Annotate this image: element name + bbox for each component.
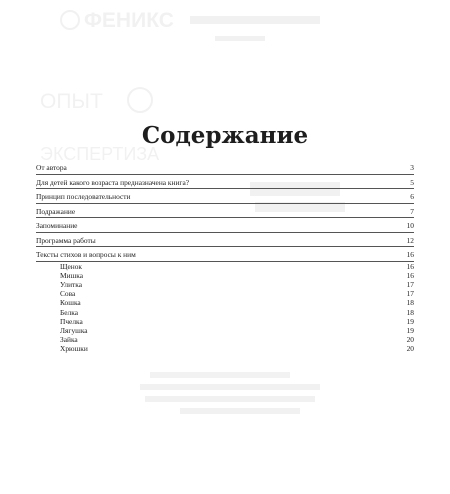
toc-subentry-title: Улитка — [60, 280, 83, 290]
toc-entry-title: Запоминание — [36, 221, 78, 230]
toc-subentry-title: Сова — [60, 289, 76, 299]
toc-subentry-page: 18 — [406, 298, 414, 308]
toc-subentry-title: Хрюшки — [60, 344, 88, 354]
toc-entry-page: 5 — [410, 177, 414, 187]
toc-subentry-page: 17 — [406, 289, 414, 299]
toc-entry-title: Тексты стихов и вопросы к ним — [36, 250, 136, 259]
toc-entry-page: 3 — [410, 163, 414, 172]
toc-subentry-page: 20 — [406, 335, 414, 345]
toc-subentry-page: 18 — [406, 307, 414, 317]
toc-subentry-page: 16 — [406, 270, 414, 280]
toc-entry-page: 6 — [410, 192, 414, 201]
toc-entry[interactable] — [36, 191, 414, 201]
svg-text:ОПЫТ: ОПЫТ — [40, 90, 103, 113]
toc-entry-title: Для детей какого возраста предназначена книга? — [36, 177, 190, 187]
toc-subentry[interactable] — [36, 335, 414, 344]
toc-entry-page: 10 — [406, 221, 414, 230]
toc-entry[interactable] — [36, 249, 414, 259]
toc-entry[interactable] — [36, 162, 414, 172]
toc-entry-page: 7 — [410, 206, 414, 216]
toc-subentry[interactable] — [36, 280, 414, 289]
toc-entry-title: Подражание — [36, 206, 76, 216]
toc-subentry-title: Мишка — [60, 270, 83, 280]
toc-subentry-page: 16 — [406, 261, 414, 271]
toc-subentry[interactable] — [36, 298, 414, 307]
toc-subentry-page: 17 — [406, 280, 414, 290]
toc-entry-page: 16 — [406, 250, 414, 259]
toc-entry[interactable] — [36, 220, 414, 230]
toc-subentry-title: Лягушка — [60, 326, 88, 335]
svg-text:ЭКСПЕРТИЗА: ЭКСПЕРТИЗА — [40, 144, 160, 164]
toc-entry[interactable] — [36, 235, 414, 245]
toc-subentry-title: Кошка — [60, 298, 81, 308]
toc-subentry-title: Зайка — [60, 335, 78, 345]
toc-subentry[interactable] — [36, 262, 414, 271]
toc-entry-title: Принцип последовательности — [36, 192, 131, 201]
toc-subentry[interactable] — [36, 289, 414, 298]
table-of-contents — [36, 162, 414, 353]
toc-subentry-page: 19 — [406, 326, 414, 335]
toc-entry-title: Программа работы — [36, 235, 96, 245]
toc-subentry-title: Щенок — [60, 261, 82, 271]
toc-subentry-title: Пчелка — [60, 316, 83, 326]
toc-subentry[interactable] — [36, 271, 414, 280]
toc-subentry[interactable] — [36, 317, 414, 326]
svg-text:ФЕНИКС: ФЕНИКС — [84, 9, 174, 32]
toc-entry-page: 12 — [406, 235, 414, 245]
toc-subentry[interactable] — [36, 307, 414, 316]
toc-subentry-title: Белка — [60, 307, 78, 317]
page-title: Содержание — [141, 122, 309, 149]
toc-subentry-page: 19 — [406, 316, 414, 326]
toc-subentry[interactable] — [36, 344, 414, 353]
toc-subentry[interactable] — [36, 326, 414, 335]
toc-entry[interactable] — [36, 177, 414, 187]
toc-entry[interactable] — [36, 206, 414, 216]
toc-subentry-page: 20 — [406, 344, 414, 354]
toc-entry-title: От автора — [36, 163, 67, 172]
